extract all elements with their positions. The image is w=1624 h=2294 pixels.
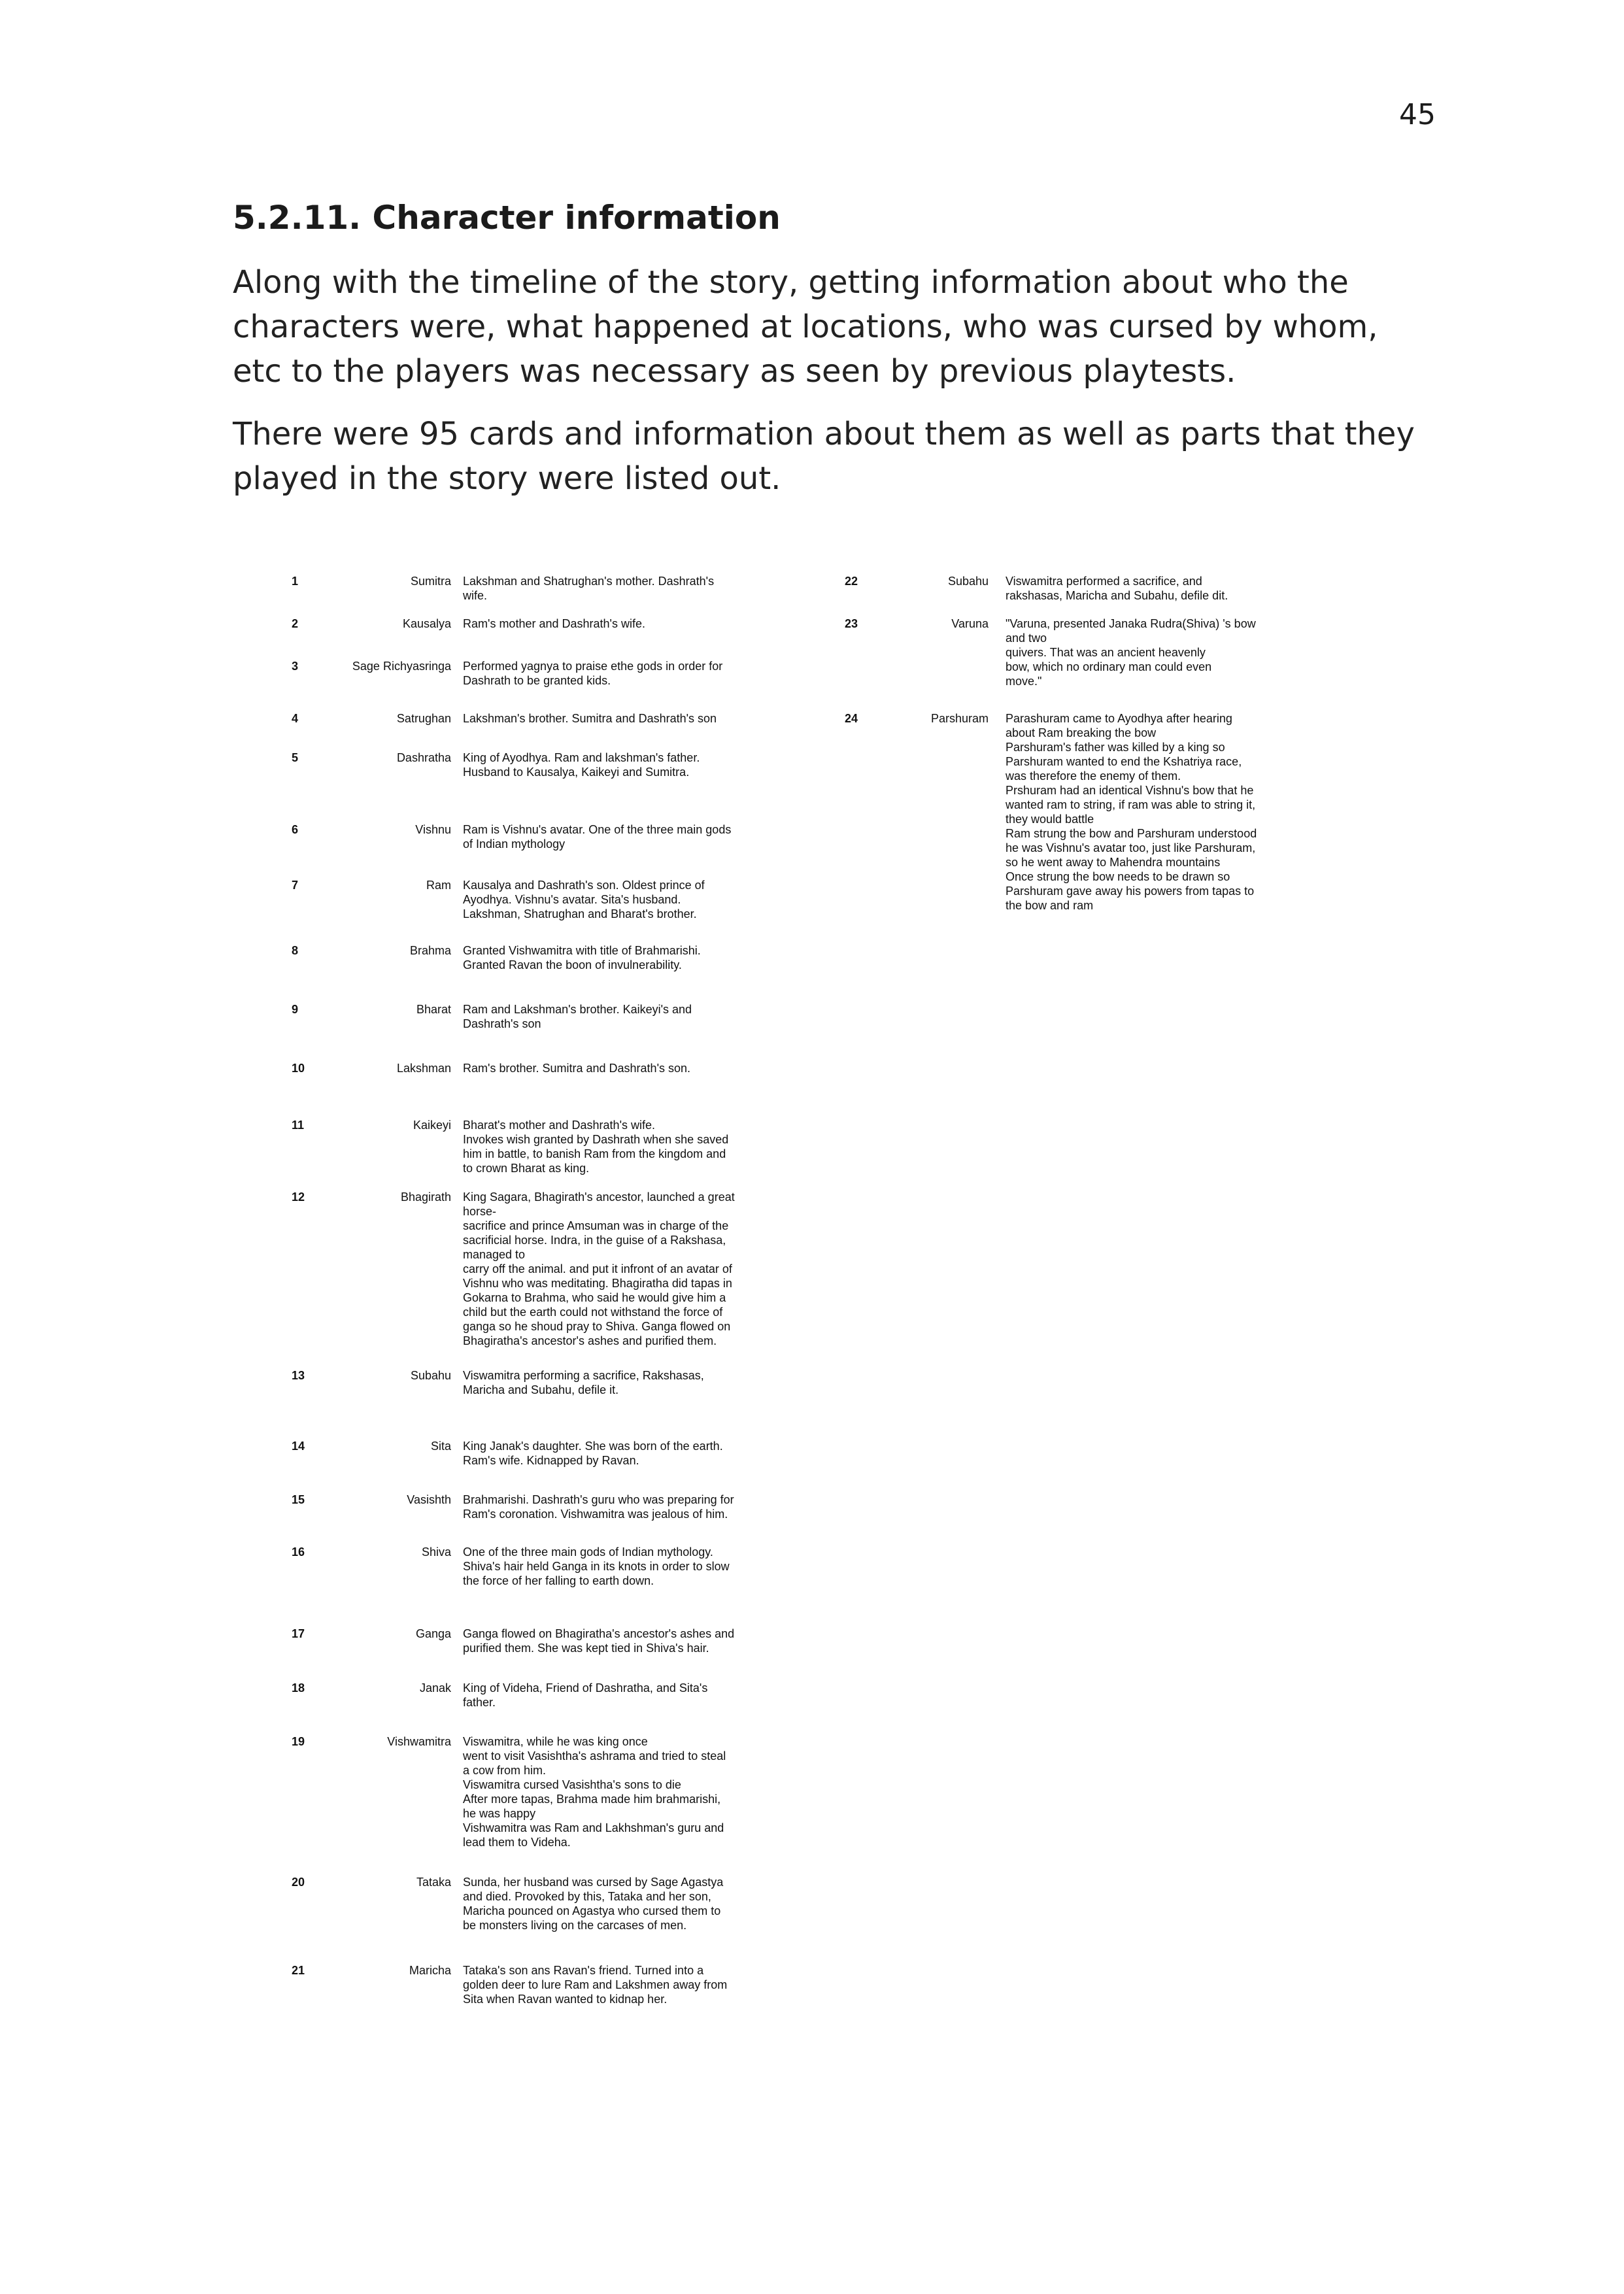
character-description: Kausalya and Dashrath's son. Oldest prince of Ayodhya. Vishnu's avatar. Sita's husband. Lakshman, Shatrughan and Bharat's brother. [463,879,705,920]
character-description: Granted Vishwamitra with title of Brahmarishi. Granted Ravan the boon of invulnerability. [463,944,701,971]
character-number: 19 [292,1735,305,1748]
character-name: Bhagirath [400,1190,451,1204]
character-description: King Janak's daughter. She was born of the earth. Ram's wife. Kidnapped by Ravan. [463,1440,723,1467]
character-number: 15 [292,1493,305,1506]
intro-paragraph: Along with the timeline of the story, getting information about who the characters were, what happened at locations, who was cursed by whom, etc to the players was necessary as seen by previous playtests. [233,264,1378,390]
character-name: Vasishth [407,1493,451,1506]
character-number: 6 [292,823,299,836]
character-name: Subahu [410,1369,451,1382]
character-name: Bharat [416,1003,451,1016]
character-description: Performed yagnya to praise ethe gods in order for Dashrath to be granted kids. [463,660,723,687]
character-name: Vishwamitra [387,1735,451,1748]
character-name: Varuna [951,617,989,630]
character-number: 23 [845,617,858,630]
character-description: Sunda, her husband was cursed by Sage Agastya and died. Provoked by this, Tataka and her son, Maricha pounced on Agastya who cursed them to be monsters living on the carcases of men. [463,1876,724,1932]
character-number: 17 [292,1627,305,1640]
character-number: 16 [292,1545,305,1559]
character-number: 11 [292,1119,305,1132]
character-number: 9 [292,1003,299,1016]
character-name: Kausalya [402,617,451,630]
character-description: King of Ayodhya. Ram and lakshman's father. Husband to Kausalya, Kaikeyi and Sumitra. [463,751,700,779]
character-name: Brahma [409,944,451,957]
character-description: King of Videha, Friend of Dashratha, and Sita's father. [463,1681,708,1709]
character-number: 21 [292,1964,305,1977]
character-description: Ram is Vishnu's avatar. One of the three main gods of Indian mythology [463,823,732,851]
character-description: Tataka's son ans Ravan's friend. Turned into a golden deer to lure Ram and Lakshmen away from Sita when Ravan wanted to kidnap her. [463,1964,728,2006]
character-description: Ram and Lakshman's brother. Kaikeyi's and Dashrath's son [463,1003,692,1030]
character-number: 13 [292,1369,305,1382]
character-number: 2 [292,617,299,630]
character-description: Ram's brother. Sumitra and Dashrath's son. [463,1062,691,1075]
character-name: Sage Richyasringa [352,660,451,673]
character-name: Subahu [947,575,989,588]
character-description: Lakshman's brother. Sumitra and Dashrath's son [463,712,717,725]
character-description: Lakshman and Shatrughan's mother. Dashrath's wife. [463,575,715,602]
character-description: "Varuna, presented Janaka Rudra(Shiva) 's bow and two quivers. That was an ancient heavenly bow, which no ordinary man could even move." [1006,617,1256,688]
character-number: 10 [292,1062,305,1075]
character-description: Ram's mother and Dashrath's wife. [463,617,645,630]
character-name: Lakshman [396,1062,451,1075]
character-number: 4 [292,712,299,725]
character-name: Janak [419,1681,451,1695]
section-heading: 5.2.11. Character information [233,199,781,237]
character-description: One of the three main gods of Indian mythology. Shiva's hair held Ganga in its knots in order to slow the force of her falling to earth down. [463,1545,730,1587]
cards-paragraph: There were 95 cards and information about them as well as parts that they played in the story were listed out. [233,416,1415,497]
character-description: Parashuram came to Ayodhya after hearing about Ram breaking the bow Parshuram's father was killed by a king so Parshuram wanted to end the Kshatriya race, was therefore the enemy of them. Prshuram had an identical Vishnu's bow that he wanted ram to string, if ram was able to string it, they would battle Ram strung the bow and Parshuram understood he was Vishnu's avatar too, just like Parshuram, so he went away to Mahendra mountains Once strung the bow needs to be drawn so Parshuram gave away his powers from tapas to the bow and ram [1006,712,1257,912]
character-number: 1 [292,575,299,588]
character-number: 12 [292,1190,305,1204]
character-number: 22 [845,575,858,588]
character-name: Parshuram [930,712,989,725]
page-number: 45 [1399,98,1436,131]
character-name: Kaikeyi [413,1119,451,1132]
character-name: Ram [426,879,451,892]
character-number: 3 [292,660,299,673]
character-number: 18 [292,1681,305,1695]
character-description: Viswamitra performing a sacrifice, Rakshasas, Maricha and Subahu, defile it. [463,1369,704,1396]
character-number: 8 [292,944,299,957]
character-name: Sita [430,1440,451,1453]
character-number: 7 [292,879,299,892]
character-name: Satrughan [396,712,451,725]
character-description: King Sagara, Bhagirath's ancestor, launched a great horse- sacrifice and prince Amsuman was in charge of the sacrificial horse. Indra, in the guise of a Rakshasa, managed to carry off the animal. and put it infront of an avatar of Vishnu who was meditating. Bhagiratha did tapas in Gokarna to Brahma, who said he would give him a child but the earth could not withstand the force of ganga so he shoud pray to Shiva. Ganga flowed on Bhagiratha's ancestor's ashes and purified them. [463,1190,735,1347]
character-description: Viswamitra performed a sacrifice, and rakshasas, Maricha and Subahu, defile dit. [1006,575,1228,602]
character-name: Sumitra [410,575,451,588]
character-name: Maricha [409,1964,451,1977]
character-name: Vishnu [415,823,451,836]
character-name: Tataka [416,1876,451,1889]
character-name: Dashratha [396,751,451,764]
character-description: Bharat's mother and Dashrath's wife. Invokes wish granted by Dashrath when she saved him in battle, to banish Ram from the kingdom and to crown Bharat as king. [463,1119,729,1175]
character-name: Shiva [421,1545,451,1559]
character-name: Ganga [415,1627,451,1640]
character-number: 5 [292,751,299,764]
character-number: 20 [292,1876,305,1889]
character-number: 14 [292,1440,305,1453]
character-description: Ganga flowed on Bhagiratha's ancestor's ashes and purified them. She was kept tied in Shiva's hair. [463,1627,735,1655]
character-description: Viswamitra, while he was king once went to visit Vasishtha's ashrama and tried to steal a cow from him. Viswamitra cursed Vasishtha's sons to die After more tapas, Brahma made him brahmarishi, he was happy Vishwamitra was Ram and Lakhshman's guru and lead them to Videha. [463,1735,726,1849]
character-number: 24 [845,712,858,725]
character-description: Brahmarishi. Dashrath's guru who was preparing for Ram's coronation. Vishwamitra was jealous of him. [463,1493,734,1521]
